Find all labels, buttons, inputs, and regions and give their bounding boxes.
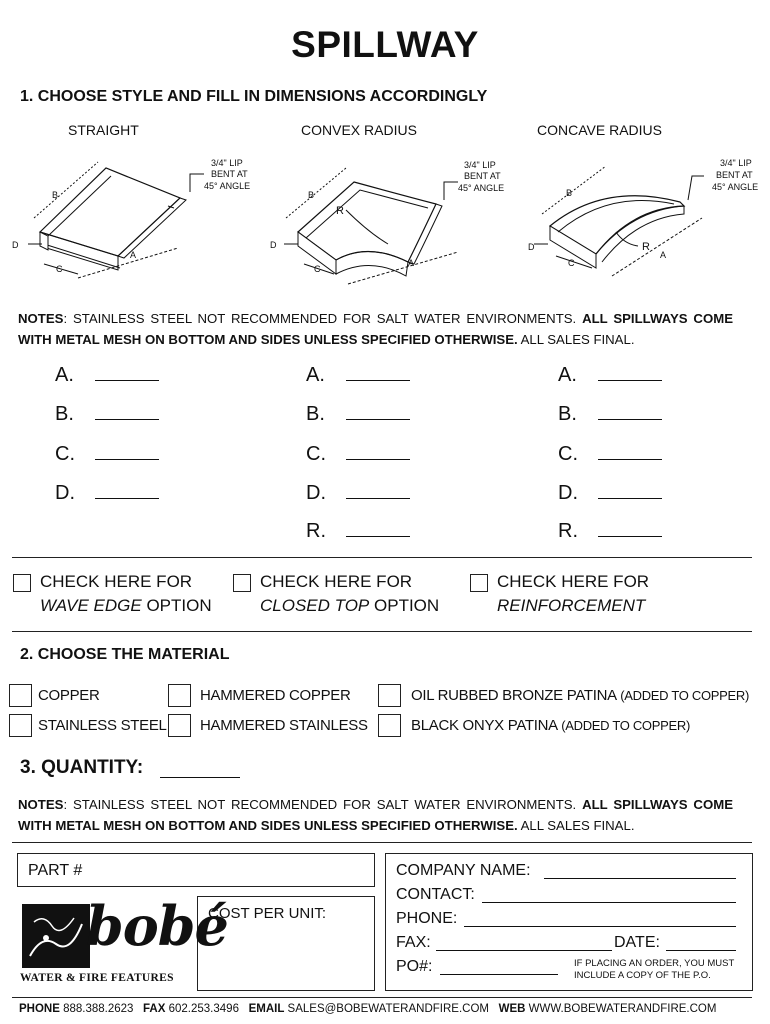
quantity-label: 3. QUANTITY: (20, 757, 144, 778)
dim-d-label: D (12, 240, 19, 250)
straight-dim-c[interactable]: C. (55, 443, 159, 466)
dim-a-label: A (660, 250, 667, 260)
po-note: IF PLACING AN ORDER, YOU MUST INCLUDE A COPY OF THE P.O. (574, 958, 735, 981)
concave-dim-a[interactable]: A. (558, 364, 662, 387)
lip-note-1: 3/4" LIP (720, 158, 752, 168)
dim-b-label: B (308, 190, 315, 200)
concave-spillway-diagram (512, 152, 770, 287)
dim-r-label: R (336, 205, 344, 217)
dim-c-label: C (568, 258, 575, 268)
straight-dim-a[interactable]: A. (55, 364, 159, 387)
cost-per-unit-label: COST PER UNIT: (208, 905, 327, 922)
dim-d-label: D (270, 240, 277, 250)
dim-a-label: A (130, 250, 137, 260)
divider (12, 842, 752, 843)
straight-dim-b[interactable]: B. (55, 403, 159, 426)
page-title: SPILLWAY (291, 24, 479, 65)
bobe-logo (20, 894, 228, 990)
lip-note-3: 45° ANGLE (458, 183, 505, 193)
lip-note-1: 3/4" LIP (211, 158, 243, 168)
footer-contact: PHONE 888.388.2623 FAX 602.253.3496 EMAIL SALES@BOBEWATERANDFIRE.COM WEB WWW.BOBEWATERANDFIRE.COM (19, 1003, 717, 1015)
phone-field[interactable]: PHONE: (396, 910, 458, 927)
closed-top-checkbox[interactable] (233, 574, 251, 592)
step1-heading: 1. CHOOSE STYLE AND FILL IN DIMENSIONS ACCORDINGLY (20, 88, 488, 105)
concave-dim-b[interactable]: B. (558, 403, 662, 426)
logo-wordmark: bobé (86, 894, 228, 958)
straight-dim-d[interactable]: D. (55, 482, 159, 505)
po-field[interactable]: PO#: (396, 958, 433, 975)
style-label-concave: CONCAVE RADIUS (537, 122, 662, 138)
notes-text-2: ALL SALES FINAL. (517, 332, 635, 347)
footer-divider (12, 997, 752, 998)
part-number-field[interactable] (17, 853, 375, 887)
oil-rubbed-bronze-checkbox[interactable] (378, 684, 401, 707)
concave-dim-c[interactable]: C. (558, 443, 662, 466)
hammered-copper-checkbox[interactable] (168, 684, 191, 707)
convex-dim-r[interactable]: R. (306, 520, 410, 543)
divider (12, 631, 752, 632)
notes-bold: ALL SPILLWAYS COME WITH METAL MESH ON BOTTOM AND SIDES UNLESS SPECIFIED OTHERWISE. (18, 311, 733, 347)
notes-block-2: NOTES: STAINLESS STEEL NOT RECOMMENDED FOR SALT WATER ENVIRONMENTS. ALL SPILLWAYS COME WITH METAL MESH ON BOTTOM AND SIDES UNLESS SPECIFIED OTHERWISE. ALL SALES FINAL. (18, 797, 733, 833)
footer-web[interactable]: WWW.BOBEWATERANDFIRE.COM (525, 1003, 717, 1015)
notes-block (18, 308, 733, 350)
straight-spillway-diagram (8, 152, 263, 287)
material-hammered-stainless: HAMMERED STAINLESS (200, 717, 368, 734)
company-info-box (385, 853, 753, 991)
convex-dim-d[interactable]: D. (306, 482, 410, 505)
material-hammered-copper: HAMMERED COPPER (200, 687, 351, 704)
lip-note-2: BENT AT (464, 171, 501, 181)
date-field[interactable]: DATE: (614, 934, 660, 951)
lip-note-1: 3/4" LIP (464, 160, 496, 170)
dim-c-label: C (56, 264, 63, 274)
footer-phone: 888.388.2623 (59, 1003, 134, 1015)
wave-edge-checkbox[interactable] (13, 574, 31, 592)
dim-b-label: B (52, 190, 59, 200)
concave-dim-r[interactable]: R. (558, 520, 662, 543)
stainless-steel-checkbox[interactable] (9, 714, 32, 737)
notes-text-1: : STAINLESS STEEL NOT RECOMMENDED FOR SALT WATER ENVIRONMENTS. (63, 311, 583, 326)
footer-email[interactable]: SALES@BOBEWATERANDFIRE.COM (284, 1003, 489, 1015)
material-black-onyx: BLACK ONYX PATINA (ADDED TO COPPER) (411, 717, 690, 734)
part-number-label: PART # (28, 862, 83, 879)
style-label-convex: CONVEX RADIUS (301, 122, 417, 138)
dim-b-label: B (566, 188, 573, 198)
material-stainless-steel: STAINLESS STEEL (38, 717, 167, 734)
style-label-straight: STRAIGHT (68, 122, 139, 138)
material-oil-rubbed-bronze: OIL RUBBED BRONZE PATINA (ADDED TO COPPER) (411, 687, 749, 704)
convex-dim-b[interactable]: B. (306, 403, 410, 426)
lip-note-3: 45° ANGLE (204, 181, 251, 191)
step2-heading: 2. CHOOSE THE MATERIAL (20, 646, 230, 663)
notes-label: NOTES (18, 311, 64, 326)
material-copper: COPPER (38, 687, 100, 704)
footer-fax: 602.253.3496 (165, 1003, 239, 1015)
convex-dim-a[interactable]: A. (306, 364, 410, 387)
hammered-stainless-checkbox[interactable] (168, 714, 191, 737)
concave-dim-d[interactable]: D. (558, 482, 662, 505)
quantity-field[interactable] (160, 760, 240, 778)
reinforcement-option: CHECK HERE FOR REINFORCEMENT (497, 572, 650, 615)
lip-note-2: BENT AT (716, 170, 753, 180)
divider (12, 557, 752, 558)
wave-edge-option: CHECK HERE FOR WAVE EDGE OPTION (40, 572, 212, 615)
copper-checkbox[interactable] (9, 684, 32, 707)
dim-a-label: A (408, 258, 415, 268)
logo-tagline: WATER & FIRE FEATURES (20, 972, 174, 984)
closed-top-option: CHECK HERE FOR CLOSED TOP OPTION (260, 572, 440, 615)
dim-c-label: C (314, 264, 321, 274)
convex-spillway-diagram (258, 152, 520, 292)
dim-r-label: R (642, 241, 650, 253)
logo-emblem-icon (22, 904, 90, 968)
reinforcement-checkbox[interactable] (470, 574, 488, 592)
lip-note-2: BENT AT (211, 169, 248, 179)
lip-note-3: 45° ANGLE (712, 182, 759, 192)
dim-d-label: D (528, 242, 535, 252)
fax-field[interactable]: FAX: (396, 934, 431, 951)
black-onyx-checkbox[interactable] (378, 714, 401, 737)
contact-field[interactable]: CONTACT: (396, 886, 475, 903)
convex-dim-c[interactable]: C. (306, 443, 410, 466)
company-name-field[interactable]: COMPANY NAME: (396, 862, 531, 879)
